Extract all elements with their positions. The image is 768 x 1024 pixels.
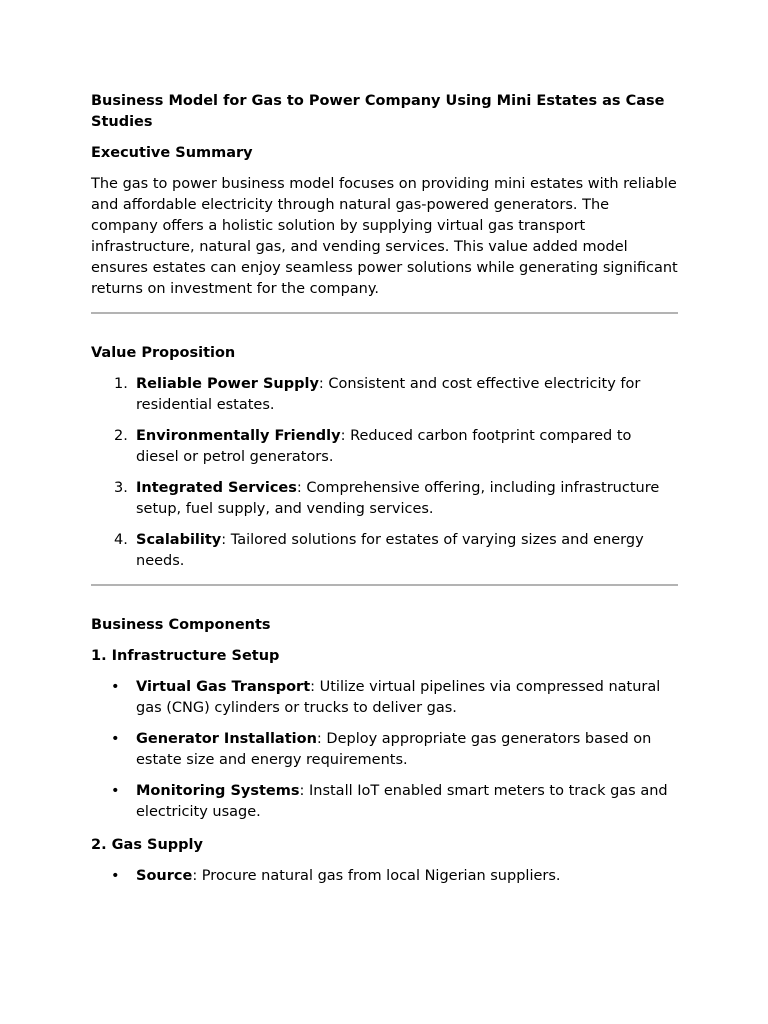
item-term: Scalability <box>136 532 222 548</box>
gas-supply-list <box>91 866 678 887</box>
item-term: Integrated Services <box>136 480 297 496</box>
business-components-heading: Business Components <box>91 617 271 633</box>
section-divider <box>91 312 678 314</box>
item-term: Monitoring Systems <box>136 783 300 799</box>
item-term: Generator Installation <box>136 731 317 747</box>
item-description: : Procure natural gas from local Nigerian suppliers. <box>192 868 561 884</box>
item-description: : Utilize virtual pipelines via compressed natural gas (CNG) cylinders or trucks to deliver gas. <box>136 679 661 716</box>
bullet-icon: • <box>111 731 120 747</box>
list-item <box>91 374 678 416</box>
infrastructure-setup-heading: 1. Infrastructure Setup <box>91 648 280 664</box>
item-term: Reliable Power Supply <box>136 376 319 392</box>
list-item <box>91 530 678 572</box>
item-term: Source <box>136 868 193 884</box>
bullet-icon: • <box>111 783 120 799</box>
list-item <box>91 478 678 520</box>
item-term: Environmentally Friendly <box>136 428 341 444</box>
item-description: : Tailored solutions for estates of varying sizes and energy needs. <box>136 532 644 569</box>
section-divider <box>91 584 678 586</box>
item-description: : Reduced carbon footprint compared to diesel or petrol generators. <box>136 428 632 465</box>
value-proposition-list <box>91 374 678 572</box>
document-content <box>91 91 678 899</box>
list-item <box>91 781 678 823</box>
item-description: : Consistent and cost effective electricity for residential estates. <box>136 376 641 413</box>
list-item <box>91 729 678 771</box>
item-description: : Install IoT enabled smart meters to track gas and electricity usage. <box>136 783 668 820</box>
bullet-icon: • <box>111 679 120 695</box>
item-term: Virtual Gas Transport <box>136 679 311 695</box>
executive-summary-text: The gas to power business model focuses on providing mini estates with reliable and affordable electricity through natural gas-powered generators. The company offers a holistic solution by supplying virtual gas transport infrastructure, natural gas, and vending services. This value added model ensures estates can enjoy seamless power solutions while generating significant returns on investment for the company. <box>91 176 678 297</box>
document-title: Business Model for Gas to Power Company Using Mini Estates as Case Studies <box>91 93 665 130</box>
item-description: : Comprehensive offering, including infrastructure setup, fuel supply, and vending services. <box>136 480 660 517</box>
list-number: 4. <box>114 532 128 548</box>
value-proposition-heading: Value Proposition <box>91 345 236 361</box>
bullet-icon: • <box>111 868 120 884</box>
list-item <box>91 677 678 719</box>
list-number: 1. <box>114 376 128 392</box>
gas-supply-heading: 2. Gas Supply <box>91 837 203 853</box>
list-item <box>91 426 678 468</box>
list-number: 2. <box>114 428 128 444</box>
infrastructure-list <box>91 677 678 823</box>
item-description: : Deploy appropriate gas generators based on estate size and energy requirements. <box>136 731 652 768</box>
executive-summary-heading: Executive Summary <box>91 145 253 161</box>
list-number: 3. <box>114 480 128 496</box>
list-item <box>91 866 678 887</box>
